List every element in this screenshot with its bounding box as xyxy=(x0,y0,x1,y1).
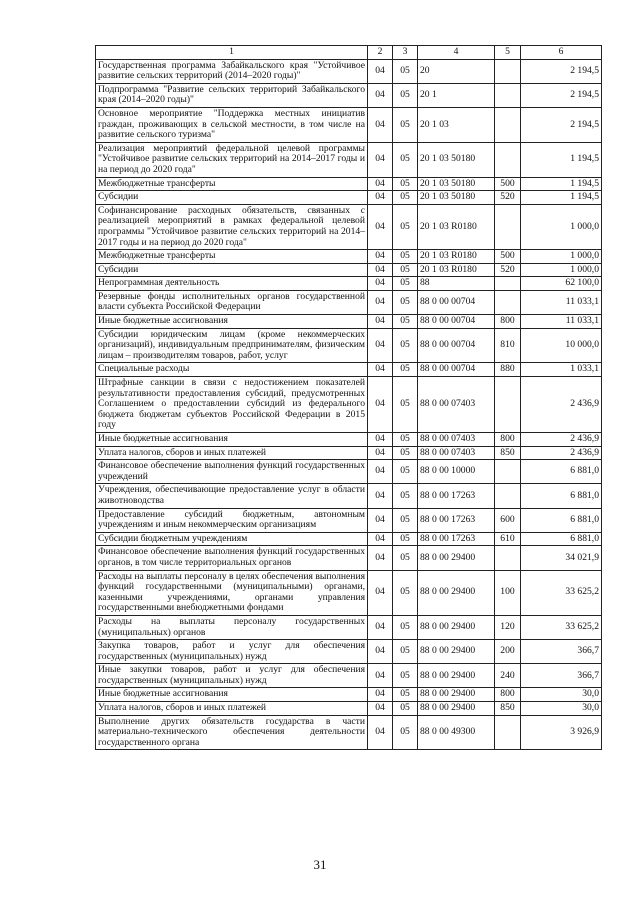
amount-cell: 2 194,5 xyxy=(521,83,602,107)
section-code-cell: 04 xyxy=(368,83,393,107)
subsection-code-cell: 05 xyxy=(393,142,418,177)
target-article-cell: 20 1 03 R0180 xyxy=(418,263,495,277)
row-name-cell: Подпрограмма "Развитие сельских территорий Забайкальского края (2014–2020 годы)" xyxy=(96,83,368,107)
table-header-row xyxy=(96,46,602,60)
target-article-cell: 88 0 00 00704 xyxy=(418,363,495,377)
section-code-cell: 04 xyxy=(368,446,393,460)
column-header: 1 xyxy=(96,46,368,60)
subsection-code-cell: 05 xyxy=(393,715,418,750)
table-row xyxy=(96,377,602,433)
expense-type-cell xyxy=(495,83,521,107)
table-row xyxy=(96,484,602,508)
table-row xyxy=(96,363,602,377)
target-article-cell: 20 1 03 xyxy=(418,107,495,142)
expense-type-cell: 800 xyxy=(495,315,521,329)
section-code-cell: 04 xyxy=(368,363,393,377)
expense-type-cell: 800 xyxy=(495,433,521,447)
expense-type-cell: 610 xyxy=(495,532,521,546)
amount-cell: 6 881,0 xyxy=(521,532,602,546)
row-name-cell: Уплата налогов, сборов и иных платежей xyxy=(96,446,368,460)
target-article-cell: 88 0 00 17263 xyxy=(418,484,495,508)
subsection-code-cell: 05 xyxy=(393,615,418,639)
target-article-cell: 88 0 00 29400 xyxy=(418,664,495,688)
subsection-code-cell: 05 xyxy=(393,532,418,546)
amount-cell: 2 436,9 xyxy=(521,377,602,433)
target-article-cell: 20 1 03 50180 xyxy=(418,191,495,205)
subsection-code-cell: 05 xyxy=(393,263,418,277)
row-name-cell: Субсидии xyxy=(96,191,368,205)
row-name-cell: Расходы на выплаты персоналу в целях обеспечения выполнения функций государственными (муниципальными) органами, казенными учреждениями, органами управления государственными внебюджетными фондами xyxy=(96,570,368,615)
target-article-cell: 20 1 xyxy=(418,83,495,107)
target-article-cell: 20 xyxy=(418,59,495,83)
row-name-cell: Иные бюджетные ассигнования xyxy=(96,315,368,329)
target-article-cell: 88 0 00 29400 xyxy=(418,546,495,570)
section-code-cell: 04 xyxy=(368,484,393,508)
row-name-cell: Реализация мероприятий федеральной целевой программы "Устойчивое развитие сельских территорий на 2014–2017 годы и на период до 2020 года" xyxy=(96,142,368,177)
subsection-code-cell: 05 xyxy=(393,363,418,377)
table-row xyxy=(96,204,602,249)
budget-table xyxy=(95,45,602,750)
subsection-code-cell: 05 xyxy=(393,546,418,570)
subsection-code-cell: 05 xyxy=(393,664,418,688)
expense-type-cell: 100 xyxy=(495,570,521,615)
table-row xyxy=(96,460,602,484)
expense-type-cell xyxy=(495,142,521,177)
row-name-cell: Расходы на выплаты персоналу государственных (муниципальных) органов xyxy=(96,615,368,639)
target-article-cell: 88 0 00 29400 xyxy=(418,640,495,664)
row-name-cell: Выполнение других обязательств государства в части материально-технического обеспечения деятельности государственного органа xyxy=(96,715,368,750)
amount-cell: 2 436,9 xyxy=(521,446,602,460)
row-name-cell: Софинансирование расходных обязательств, связанных с реализацией мероприятий в рамках федеральной целевой программы "Устойчивое развитие сельских территорий на 2014–2017 годы и на период до 2020 года" xyxy=(96,204,368,249)
section-code-cell: 04 xyxy=(368,107,393,142)
column-header: 5 xyxy=(495,46,521,60)
subsection-code-cell: 05 xyxy=(393,688,418,702)
table-row xyxy=(96,715,602,750)
expense-type-cell xyxy=(495,204,521,249)
target-article-cell: 20 1 03 50180 xyxy=(418,142,495,177)
subsection-code-cell: 05 xyxy=(393,702,418,716)
section-code-cell: 04 xyxy=(368,688,393,702)
amount-cell: 10 000,0 xyxy=(521,328,602,363)
section-code-cell: 04 xyxy=(368,204,393,249)
subsection-code-cell: 05 xyxy=(393,315,418,329)
row-name-cell: Субсидии бюджетным учреждениям xyxy=(96,532,368,546)
section-code-cell: 04 xyxy=(368,570,393,615)
table-row xyxy=(96,315,602,329)
amount-cell: 366,7 xyxy=(521,640,602,664)
row-name-cell: Финансовое обеспечение выполнения функций государственных учреждений xyxy=(96,460,368,484)
row-name-cell: Предоставление субсидий бюджетным, автономным учреждениям и иным некоммерческим организациям xyxy=(96,508,368,532)
target-article-cell: 20 1 03 R0180 xyxy=(418,250,495,264)
table-body xyxy=(96,59,602,750)
expense-type-cell xyxy=(495,460,521,484)
amount-cell: 2 194,5 xyxy=(521,59,602,83)
section-code-cell: 04 xyxy=(368,532,393,546)
amount-cell: 366,7 xyxy=(521,664,602,688)
section-code-cell: 04 xyxy=(368,328,393,363)
subsection-code-cell: 05 xyxy=(393,107,418,142)
subsection-code-cell: 05 xyxy=(393,177,418,191)
subsection-code-cell: 05 xyxy=(393,640,418,664)
expense-type-cell: 850 xyxy=(495,702,521,716)
row-name-cell: Учреждения, обеспечивающие предоставление услуг в области животноводства xyxy=(96,484,368,508)
expense-type-cell: 500 xyxy=(495,250,521,264)
expense-type-cell xyxy=(495,277,521,291)
table-row xyxy=(96,59,602,83)
section-code-cell: 04 xyxy=(368,377,393,433)
target-article-cell: 88 0 00 17263 xyxy=(418,508,495,532)
amount-cell: 2 194,5 xyxy=(521,107,602,142)
row-name-cell: Межбюджетные трансферты xyxy=(96,250,368,264)
expense-type-cell: 800 xyxy=(495,688,521,702)
subsection-code-cell: 05 xyxy=(393,570,418,615)
row-name-cell: Субсидии xyxy=(96,263,368,277)
row-name-cell: Иные бюджетные ассигнования xyxy=(96,433,368,447)
expense-type-cell: 600 xyxy=(495,508,521,532)
section-code-cell: 04 xyxy=(368,59,393,83)
table-row xyxy=(96,615,602,639)
expense-type-cell xyxy=(495,377,521,433)
section-code-cell: 04 xyxy=(368,715,393,750)
amount-cell: 33 625,2 xyxy=(521,570,602,615)
table-row xyxy=(96,688,602,702)
subsection-code-cell: 05 xyxy=(393,484,418,508)
table-row xyxy=(96,250,602,264)
subsection-code-cell: 05 xyxy=(393,277,418,291)
amount-cell: 3 926,9 xyxy=(521,715,602,750)
table-row xyxy=(96,83,602,107)
subsection-code-cell: 05 xyxy=(393,59,418,83)
subsection-code-cell: 05 xyxy=(393,250,418,264)
target-article-cell: 88 0 00 29400 xyxy=(418,570,495,615)
target-article-cell: 88 xyxy=(418,277,495,291)
page-number: 31 xyxy=(313,857,327,872)
amount-cell: 6 881,0 xyxy=(521,484,602,508)
row-name-cell: Субсидии юридическим лицам (кроме некоммерческих организаций), индивидуальным предпринимателям, физическим лицам – производителям товаров, работ, услуг xyxy=(96,328,368,363)
table-row xyxy=(96,191,602,205)
expense-type-cell: 520 xyxy=(495,263,521,277)
amount-cell: 1 194,5 xyxy=(521,177,602,191)
target-article-cell: 88 0 00 49300 xyxy=(418,715,495,750)
amount-cell: 11 033,1 xyxy=(521,290,602,314)
expense-type-cell xyxy=(495,484,521,508)
target-article-cell: 88 0 00 07403 xyxy=(418,433,495,447)
table-row xyxy=(96,664,602,688)
expense-type-cell: 810 xyxy=(495,328,521,363)
section-code-cell: 04 xyxy=(368,277,393,291)
section-code-cell: 04 xyxy=(368,546,393,570)
row-name-cell: Финансовое обеспечение выполнения функций государственных органов, в том числе территориальных органов xyxy=(96,546,368,570)
row-name-cell: Специальные расходы xyxy=(96,363,368,377)
amount-cell: 33 625,2 xyxy=(521,615,602,639)
subsection-code-cell: 05 xyxy=(393,204,418,249)
amount-cell: 62 100,0 xyxy=(521,277,602,291)
amount-cell: 6 881,0 xyxy=(521,460,602,484)
target-article-cell: 88 0 00 00704 xyxy=(418,315,495,329)
target-article-cell: 20 1 03 50180 xyxy=(418,177,495,191)
table-row xyxy=(96,263,602,277)
subsection-code-cell: 05 xyxy=(393,377,418,433)
section-code-cell: 04 xyxy=(368,290,393,314)
subsection-code-cell: 05 xyxy=(393,508,418,532)
expense-type-cell xyxy=(495,59,521,83)
table-row xyxy=(96,277,602,291)
target-article-cell: 20 1 03 R0180 xyxy=(418,204,495,249)
target-article-cell: 88 0 00 17263 xyxy=(418,532,495,546)
amount-cell: 1 000,0 xyxy=(521,263,602,277)
section-code-cell: 04 xyxy=(368,433,393,447)
target-article-cell: 88 0 00 07403 xyxy=(418,446,495,460)
row-name-cell: Межбюджетные трансферты xyxy=(96,177,368,191)
row-name-cell: Государственная программа Забайкальского края "Устойчивое развитие сельских территорий (2014–2020 годы)" xyxy=(96,59,368,83)
amount-cell: 30,0 xyxy=(521,702,602,716)
section-code-cell: 04 xyxy=(368,315,393,329)
expense-type-cell: 500 xyxy=(495,177,521,191)
table-row xyxy=(96,702,602,716)
table-row xyxy=(96,142,602,177)
target-article-cell: 88 0 00 00704 xyxy=(418,328,495,363)
subsection-code-cell: 05 xyxy=(393,83,418,107)
amount-cell: 2 436,9 xyxy=(521,433,602,447)
subsection-code-cell: 05 xyxy=(393,328,418,363)
subsection-code-cell: 05 xyxy=(393,460,418,484)
row-name-cell: Закупка товаров, работ и услуг для обеспечения государственных (муниципальных) нужд xyxy=(96,640,368,664)
amount-cell: 1 000,0 xyxy=(521,204,602,249)
subsection-code-cell: 05 xyxy=(393,191,418,205)
section-code-cell: 04 xyxy=(368,263,393,277)
column-header: 4 xyxy=(418,46,495,60)
expense-type-cell xyxy=(495,546,521,570)
row-name-cell: Резервные фонды исполнительных органов государственной власти субъекта Российской Федерации xyxy=(96,290,368,314)
amount-cell: 1 033,1 xyxy=(521,363,602,377)
subsection-code-cell: 05 xyxy=(393,446,418,460)
section-code-cell: 04 xyxy=(368,250,393,264)
target-article-cell: 88 0 00 07403 xyxy=(418,377,495,433)
table-row xyxy=(96,546,602,570)
expense-type-cell xyxy=(495,715,521,750)
amount-cell: 1 000,0 xyxy=(521,250,602,264)
column-header: 2 xyxy=(368,46,393,60)
target-article-cell: 88 0 00 00704 xyxy=(418,290,495,314)
expense-type-cell: 120 xyxy=(495,615,521,639)
target-article-cell: 88 0 00 29400 xyxy=(418,688,495,702)
amount-cell: 30,0 xyxy=(521,688,602,702)
row-name-cell: Основное мероприятие "Поддержка местных инициатив граждан, проживающих в сельской местности, в том числе на развитие сельского туризма" xyxy=(96,107,368,142)
column-header: 3 xyxy=(393,46,418,60)
column-header: 6 xyxy=(521,46,602,60)
expense-type-cell xyxy=(495,290,521,314)
expense-type-cell: 200 xyxy=(495,640,521,664)
amount-cell: 1 194,5 xyxy=(521,142,602,177)
section-code-cell: 04 xyxy=(368,664,393,688)
row-name-cell: Иные бюджетные ассигнования xyxy=(96,688,368,702)
row-name-cell: Непрограммная деятельность xyxy=(96,277,368,291)
row-name-cell: Уплата налогов, сборов и иных платежей xyxy=(96,702,368,716)
section-code-cell: 04 xyxy=(368,460,393,484)
row-name-cell: Иные закупки товаров, работ и услуг для обеспечения государственных (муниципальных) нужд xyxy=(96,664,368,688)
target-article-cell: 88 0 00 29400 xyxy=(418,615,495,639)
row-name-cell: Штрафные санкции в связи с недостижением показателей результативности предоставления субсидий, предусмотренных Соглашением о предоставлении субсидий из федерального бюджета бюджетам субъектов Российской Федерации в 2015 году xyxy=(96,377,368,433)
section-code-cell: 04 xyxy=(368,142,393,177)
table-row xyxy=(96,177,602,191)
table-row xyxy=(96,508,602,532)
amount-cell: 11 033,1 xyxy=(521,315,602,329)
table-row xyxy=(96,446,602,460)
expense-type-cell: 850 xyxy=(495,446,521,460)
section-code-cell: 04 xyxy=(368,640,393,664)
amount-cell: 1 194,5 xyxy=(521,191,602,205)
table-row xyxy=(96,328,602,363)
table-row xyxy=(96,107,602,142)
expense-type-cell xyxy=(495,107,521,142)
table-row xyxy=(96,640,602,664)
expense-type-cell: 240 xyxy=(495,664,521,688)
amount-cell: 6 881,0 xyxy=(521,508,602,532)
section-code-cell: 04 xyxy=(368,177,393,191)
table-row xyxy=(96,433,602,447)
section-code-cell: 04 xyxy=(368,702,393,716)
table-row xyxy=(96,532,602,546)
target-article-cell: 88 0 00 29400 xyxy=(418,702,495,716)
target-article-cell: 88 0 00 10000 xyxy=(418,460,495,484)
amount-cell: 34 021,9 xyxy=(521,546,602,570)
section-code-cell: 04 xyxy=(368,615,393,639)
subsection-code-cell: 05 xyxy=(393,433,418,447)
subsection-code-cell: 05 xyxy=(393,290,418,314)
section-code-cell: 04 xyxy=(368,191,393,205)
table-row xyxy=(96,570,602,615)
table-row xyxy=(96,290,602,314)
expense-type-cell: 520 xyxy=(495,191,521,205)
section-code-cell: 04 xyxy=(368,508,393,532)
expense-type-cell: 880 xyxy=(495,363,521,377)
